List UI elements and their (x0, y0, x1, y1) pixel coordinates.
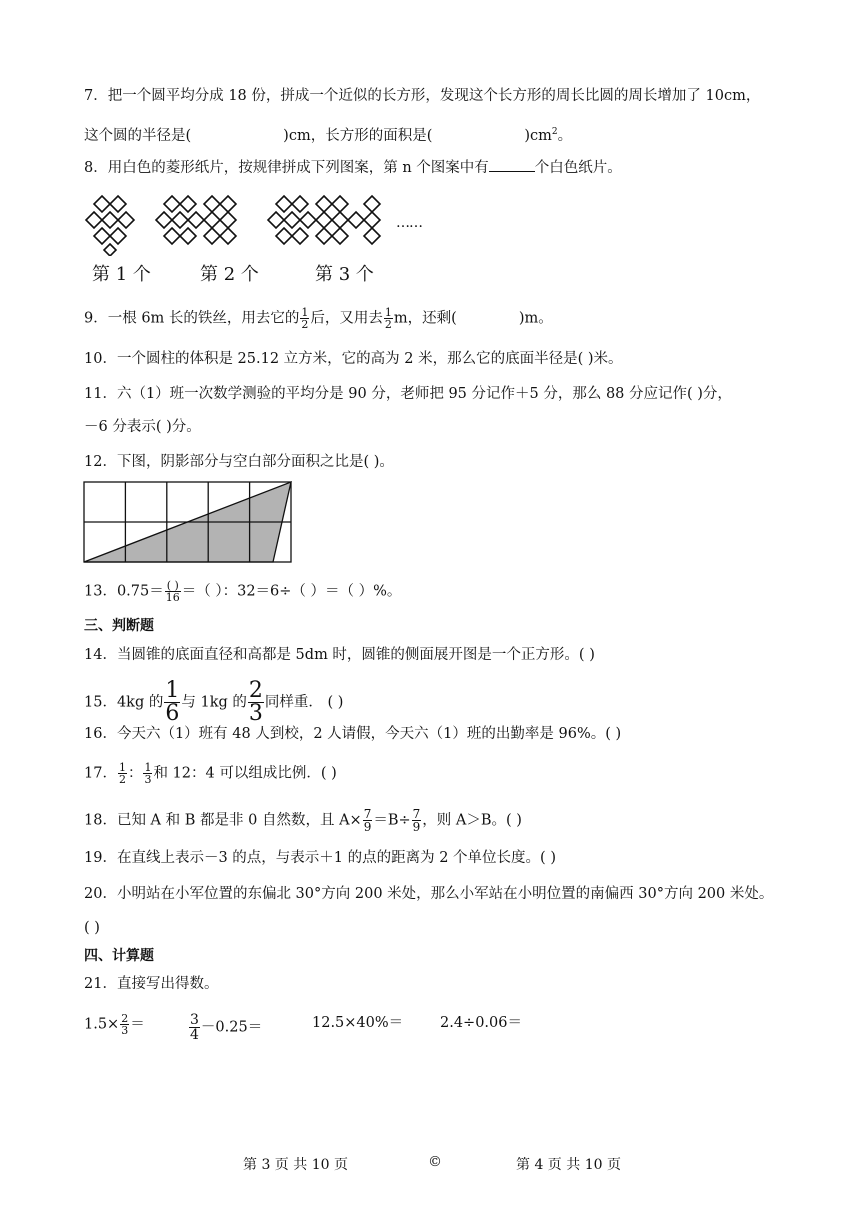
q7-line2: 这个圆的半径是( )cm，长方形的面积是( )$cm^2$。 (84, 127, 573, 144)
section-3-heading: 三、判断题 (84, 618, 154, 634)
q15-text: 15．4kg 的 $\frac{1}{6}$ 与 1kg 的 $\frac{2}{3}$ 同样重． ( ) (84, 678, 344, 726)
calc-2: $\frac{3}{4}$ －0.25＝ (190, 1012, 263, 1043)
footer-page-left: 第 3 页 共 10 页 (243, 1157, 348, 1173)
q8-text: 8．用白色的菱形纸片，按规律拼成下列图案，第 n 个图案中有 个白色纸片。 (84, 157, 622, 178)
q9-fraction-1: $\frac{1}{2}$ (301, 306, 309, 331)
q11-line2: －6 分表示( )分。 (84, 419, 201, 435)
q8-label-2: 第 2 个 (200, 264, 259, 285)
q9-text: 9．一根 6m 长的铁丝，用去它的 $\frac{1}{2}$ 后，又用去 $\frac{1}{2}$ m，还剩( )m。 (84, 306, 553, 331)
q11-line1: 11．六（1）班一次数学测验的平均分是 90 分，老师把 95 分记作＋5 分，那么 88 分应记作( )分， (84, 386, 732, 402)
calc-2-fraction: $\frac{3}{4}$ (190, 1012, 199, 1043)
q8-ellipsis: …… (396, 215, 422, 231)
calc-3: 12.5×40%＝ (312, 1015, 404, 1031)
footer-page-right: 第 4 页 共 10 页 (516, 1157, 621, 1173)
q18-fraction-2: $\frac{7}{9}$ (412, 807, 421, 834)
q15-fraction-2: $\frac{2}{3}$ (248, 678, 263, 726)
q19-text: 19．在直线上表示－3 的点，与表示＋1 的点的距离为 2 个单位长度。( ) (84, 850, 556, 866)
q12-grid-figure (83, 480, 295, 566)
q17-text: 17． $\frac{1}{2}$ ： $\frac{1}{3}$ 和 12：4 可以组成比例．( ) (84, 761, 337, 786)
q17-fraction-2: $\frac{1}{3}$ (144, 761, 152, 786)
q20-line2: ( ) (84, 920, 100, 936)
q21-text: 21．直接写出得数。 (84, 976, 219, 992)
q20-line1: 20．小明站在小军位置的东偏北 30°方向 200 米处，那么小军站在小明位置的南偏西 30°方向 200 米处。 (84, 886, 774, 902)
q12-text: 12．下图，阴影部分与空白部分面积之比是( )。 (84, 454, 394, 470)
q18-fraction-1: $\frac{7}{9}$ (363, 807, 372, 834)
q9-fraction-2: $\frac{1}{2}$ (384, 306, 392, 331)
q8-label-3: 第 3 个 (315, 264, 374, 285)
footer-copyright: © (428, 1154, 442, 1170)
calc-1-fraction: $\frac{2}{3}$ (121, 1012, 129, 1037)
q18-text: 18．已知 A 和 B 都是非 0 自然数，且 A× $\frac{7}{9}$ ＝B÷ $\frac{7}{9}$ ，则 A＞B。( ) (84, 807, 522, 834)
q13-text: 13．0.75＝ $\frac{( )}{16}$ ＝（ ）：32＝6÷（ ）＝（ ）%。 (84, 579, 402, 604)
q14-text: 14．当圆锥的底面直径和高都是 5dm 时，圆锥的侧面展开图是一个正方形。( ) (84, 647, 595, 663)
q10-text: 10．一个圆柱的体积是 25.12 立方米，它的高为 2 米，那么它的底面半径是( )米。 (84, 351, 623, 367)
q8-blank (489, 157, 535, 172)
q8-pattern-figure (84, 190, 444, 256)
q8-label-1: 第 1 个 (92, 264, 151, 285)
q16-text: 16．今天六（1）班有 48 人到校，2 人请假，今天六（1）班的出勤率是 96%。( ) (84, 726, 622, 742)
calc-1: 1.5× $\frac{2}{3}$ ＝ (84, 1012, 145, 1037)
calc-4: 2.4÷0.06＝ (440, 1015, 522, 1031)
q13-fraction: $\frac{( )}{16}$ (165, 579, 180, 604)
section-4-heading: 四、计算题 (84, 948, 154, 964)
q17-fraction-1: $\frac{1}{2}$ (118, 761, 126, 786)
q15-fraction-1: $\frac{1}{6}$ (165, 678, 180, 726)
q7-line1: 7．把一个圆平均分成 18 份，拼成一个近似的长方形，发现这个长方形的周长比圆的周长增加了 10cm， (84, 88, 761, 104)
